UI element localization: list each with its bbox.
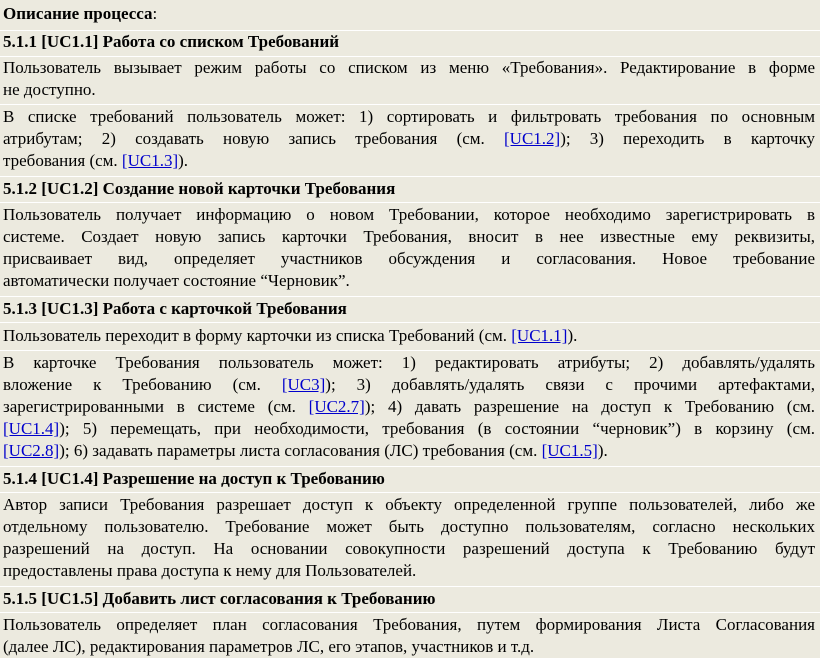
paragraph-line: предоставлены права доступа к нему для Пользователей.	[3, 561, 417, 580]
row-divider	[0, 466, 820, 467]
page-title: Описание процесса:	[3, 4, 158, 23]
paragraph-line: Автор записи Требования разрешает доступ к объекту определенной группе пользователей, либо же	[3, 495, 815, 514]
row-divider	[0, 586, 820, 587]
row-divider	[0, 202, 820, 203]
paragraph-line: [UC2.8]); 6) задавать параметры листа согласования (ЛС) требования (см. [UC1.5]).	[3, 441, 608, 460]
row-divider	[0, 350, 820, 351]
paragraph-line: В списке требований пользователь может: 1) сортировать и фильтровать требования по основным	[3, 107, 815, 126]
paragraph-line: Пользователь определяет план согласования Требования, путем формирования Листа Согласования	[3, 615, 815, 634]
paragraph-line: В карточке Требования пользователь может: 1) редактировать атрибуты; 2) добавлять/удалять	[3, 353, 815, 372]
paragraph-line: требования (см. [UC1.3]).	[3, 151, 189, 170]
paragraph-line: [UC1.4]); 5) перемещать, при необходимости, требования (в состоянии “черновик”) в корзину (см.	[3, 419, 815, 438]
link-uc1-3[interactable]: [UC1.3]	[121, 151, 179, 170]
paragraph-line: Пользователь вызывает режим работы со списком из меню «Требования». Редактирование в форме	[3, 58, 815, 77]
paragraph-line: вложение к Требованию (см. [UC3]); 3) добавлять/удалять связи с прочими артефактами,	[3, 375, 816, 394]
section-heading-5-1-3: 5.1.3 [UC1.3] Работа с карточкой Требования	[3, 299, 347, 318]
paragraph-line: отдельному пользователю. Требование может быть доступно пользователям, согласно нескольких	[3, 517, 815, 536]
paragraph-line: присваивает вид, определяет участников обсуждения и согласования. Новое требование	[3, 249, 815, 268]
paragraph-line: системе. Создает новую запись карточки Требования, вносит в нее известные ему реквизиты,	[3, 227, 815, 246]
row-divider	[0, 322, 820, 323]
row-divider	[0, 492, 820, 493]
paragraph-line: атрибутам; 2) создавать новую запись требования (см. [UC1.2]); 3) переходить в карточку	[3, 129, 815, 148]
row-divider	[0, 296, 820, 297]
link-uc1-4[interactable]: [UC1.4]	[3, 419, 60, 438]
paragraph-line: зарегистрированными в системе (см. [UC2.7]); 4) давать разрешение на доступ к Требованию (см.	[3, 397, 816, 416]
paragraph-line: не доступно.	[3, 80, 96, 99]
link-uc1-1[interactable]: [UC1.1]	[511, 326, 568, 345]
link-uc1-5[interactable]: [UC1.5]	[541, 441, 598, 460]
link-uc2-8[interactable]: [UC2.8]	[3, 441, 60, 460]
section-heading-5-1-5: 5.1.5 [UC1.5] Добавить лист согласования к Требованию	[3, 589, 436, 608]
row-divider	[0, 104, 820, 105]
section-heading-5-1-2: 5.1.2 [UC1.2] Создание новой карточки Требования	[3, 179, 396, 198]
paragraph-line: Пользователь получает информацию о новом Требовании, которое необходимо зарегистрировать в	[3, 205, 815, 224]
link-uc1-2[interactable]: [UC1.2]	[504, 129, 561, 148]
link-uc3[interactable]: [UC3]	[281, 375, 326, 394]
paragraph-line: (далее ЛС), редактирования параметров ЛС, его этапов, участников и т.д.	[3, 637, 535, 656]
row-divider	[0, 612, 820, 613]
paragraph-line: разрешений на доступ. На основании совокупности разрешений доступа к Требованию будут	[3, 539, 815, 558]
section-heading-5-1-1: 5.1.1 [UC1.1] Работа со списком Требований	[3, 32, 340, 51]
link-uc2-7[interactable]: [UC2.7]	[308, 397, 365, 416]
row-divider	[0, 176, 820, 177]
paragraph-line: автоматически получает состояние “Черновик”.	[3, 271, 350, 290]
section-heading-5-1-4: 5.1.4 [UC1.4] Разрешение на доступ к Требованию	[3, 469, 385, 488]
paragraph-line: Пользователь переходит в форму карточки из списка Требований (см. [UC1.1]).	[3, 326, 578, 345]
